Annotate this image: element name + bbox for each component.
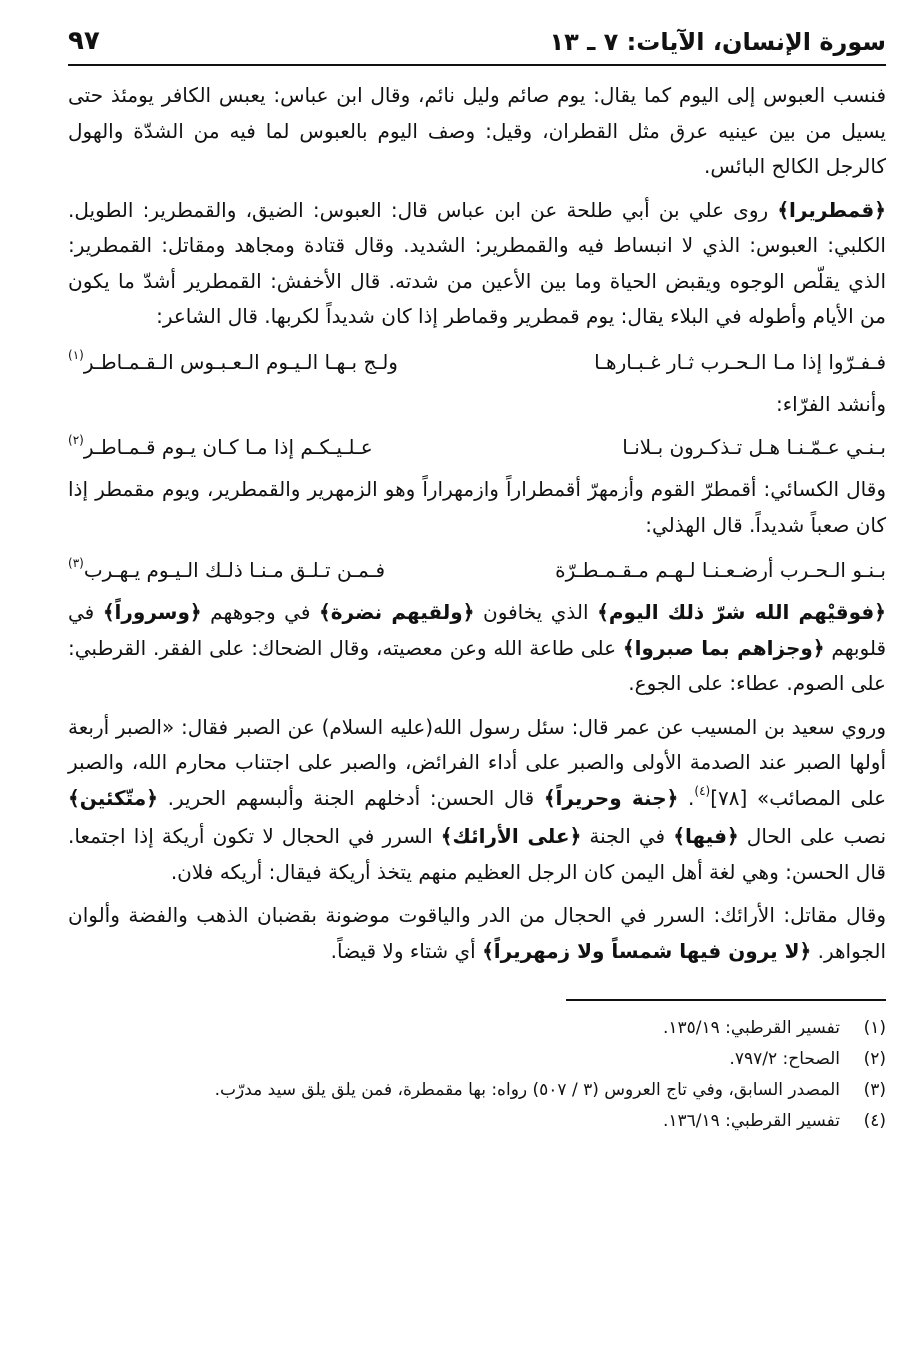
footnote-reference: (٤): [694, 783, 711, 798]
quran-verse: ﴿متّكئين﴾: [68, 785, 158, 810]
footnote-text: تفسير القرطبي: ١٣٥/١٩.: [662, 1018, 840, 1038]
paragraph: فنسب العبوس إلى اليوم كما يقال: يوم صائم وليل نائم، وقال ابن عباس: يعبس الكافر يومئذ حتى يسيل من بين عينيه عرق مثل القطران، وقيل: وصف اليوم بالعبوس لما فيه من الشدّة والهول كالرجل الكالح البائس.: [68, 83, 886, 178]
paragraph-text: في قلوبهم: [68, 600, 887, 660]
quran-verse: ﴿قمطريرا﴾: [777, 197, 886, 222]
footnote: [68, 1075, 886, 1106]
footnotes: [68, 1013, 886, 1137]
poem-hemistich-text: عـلـيـكـم إذا مـا كـان يـوم قـمـاطـر: [83, 435, 373, 459]
paragraph-text: روى علي بن أبي طلحة عن ابن عباس قال: العبوس: الضيق، والقمطرير: الطويل. الكلبي: العبوس: الذي لا انبساط فيه والقمطرير: الشديد. وقال قتادة ومجاهد ومقاتل: القمطرير: الذي يقلّص الوجوه ويقبض الحياة وما بين الأعين من شدته. قال الأخفش: القمطرير أشدّ ما يكون من الأيام وأطوله في البلاء يقال: يوم قمطرير وقماطر إذا كان شديداً لكربها. قال الشاعر:: [68, 197, 886, 328]
running-title: سورة الإنسان، الآيات: ٧ ـ ١٣: [549, 28, 886, 56]
paragraph-text: .: [678, 785, 695, 810]
paragraph: [68, 193, 886, 335]
footnote-reference: (١): [68, 347, 84, 362]
footnote-text: الصحاح: ٧٩٧/٢.: [729, 1049, 840, 1069]
paragraph-text: السرر في الحجال لا تكون أريكة إذا اجتمعا. قال الحسن: وهي لغة أهل اليمن كان الرجل العظيم منهم يتخذ أريكة فيقال: أريكه فلان.: [68, 824, 886, 884]
footnote-separator: [566, 999, 886, 1001]
paragraph: [68, 595, 886, 702]
poem-hemistich-second: [68, 551, 385, 592]
footnote-reference: (٢): [68, 433, 84, 447]
footnote: [68, 1044, 886, 1075]
footnote-number: (١): [863, 1018, 886, 1038]
quran-verse: ﴿فيها﴾: [673, 824, 739, 848]
paragraph-text: في الجنة: [581, 824, 674, 848]
poem-verse: [68, 551, 886, 589]
paragraph: وأنشد الفرّاء:: [776, 391, 886, 416]
paragraph-text: الذي يخافون: [474, 600, 598, 624]
quran-verse: ﴿لا يرون فيها شمساً ولا زمهريراً﴾: [482, 938, 812, 963]
paragraph: [68, 898, 886, 969]
poem-hemistich-first: بـنـي عـمّـنـا هـل تـذكـرون بـلانـا: [622, 435, 886, 459]
footnote: [68, 1013, 886, 1044]
page-header: [68, 24, 886, 66]
poem-hemistich-first: فـفـرّوا إذا مـا الـحـرب ثـار غـبـارهـا: [594, 349, 886, 374]
poem-verse: [68, 428, 886, 466]
footnote-reference: (٣): [68, 556, 84, 570]
paragraph-text: أي شتاء ولا قيضاً.: [330, 938, 483, 963]
footnote-number: (٢): [863, 1049, 886, 1069]
quran-verse: ﴿جنة وحريراً﴾: [543, 785, 679, 810]
poem-hemistich-second: [68, 428, 373, 469]
book-page: [68, 24, 886, 1137]
poem-hemistich-second: [68, 343, 398, 384]
paragraph-text: قال الحسن: أدخلهم الجنة وألبسهم الحرير.: [157, 785, 544, 810]
footnote: [68, 1106, 886, 1137]
footnote-number: (٤): [863, 1111, 886, 1131]
quran-verse: ﴿وسروراً﴾: [102, 600, 202, 624]
poem-hemistich-text: ولـج بـهـا الـيـوم الـعـبـوس الـقـمـاطـر: [83, 349, 398, 374]
paragraph-text: على طاعة الله وعن معصيته، وقال الضحاك: على الفقر. القرطبي: على الصوم. عطاء: على الجوع.: [68, 635, 886, 695]
quran-verse: ﴿وجزاهم بما صبروا﴾: [622, 635, 825, 660]
paragraph-text: وقال مقاتل: الأرائك: السرر في الحجال من الدر والياقوت موضونة بقضبان الذهب والفضة وألوان الجواهر.: [68, 903, 886, 963]
paragraph-text: في وجوههم: [201, 600, 319, 624]
poem-hemistich-first: بـنـو الـحـرب أرضـعـنـا لـهـم مـقـمـطـرّة: [555, 558, 886, 582]
paragraph-text: وروي سعيد بن المسيب عن عمر قال: سئل رسول الله(عليه السلام) عن الصبر فقال: «الصبر أربعة أولها الصبر عند الصدمة الأولى والصبر على أداء الفرائض، والصبر على اجتناب محارم الله، والصبر على المصائب» [٧٨]: [68, 714, 887, 810]
quran-verse: ﴿على الأرائك﴾: [440, 824, 582, 848]
quran-verse: ﴿ولقيهم نضرة﴾: [318, 600, 475, 624]
poem-verse: [68, 343, 886, 381]
main-text: [68, 78, 886, 969]
footnote-number: (٣): [863, 1080, 886, 1100]
paragraph: [68, 710, 886, 891]
poem-hemistich-text: فـمـن تـلـق مـنـا ذلـك الـيـوم يـهـرب: [83, 558, 386, 582]
page-number: ٩٧: [68, 26, 100, 56]
paragraph: وقال الكسائي: أقمطرّ القوم وأزمهرّ أقمطراراً وازمهراراً وهو الزمهرير والقمطرير، ويوم مقمطر إذا كان صعباً شديداً. قال الهذلي:: [68, 477, 886, 537]
footnote-text: المصدر السابق، وفي تاج العروس (٣ / ٥٠٧) رواه: بها مقمطرة، فمن يلق يلق سيد مدرّب.: [214, 1080, 840, 1100]
footnote-text: تفسير القرطبي: ١٣٦/١٩.: [662, 1111, 840, 1131]
quran-verse: ﴿فوقيْهم الله شرّ ذلك اليوم﴾: [597, 600, 886, 624]
paragraph-text: نصب على الحال: [738, 824, 887, 848]
